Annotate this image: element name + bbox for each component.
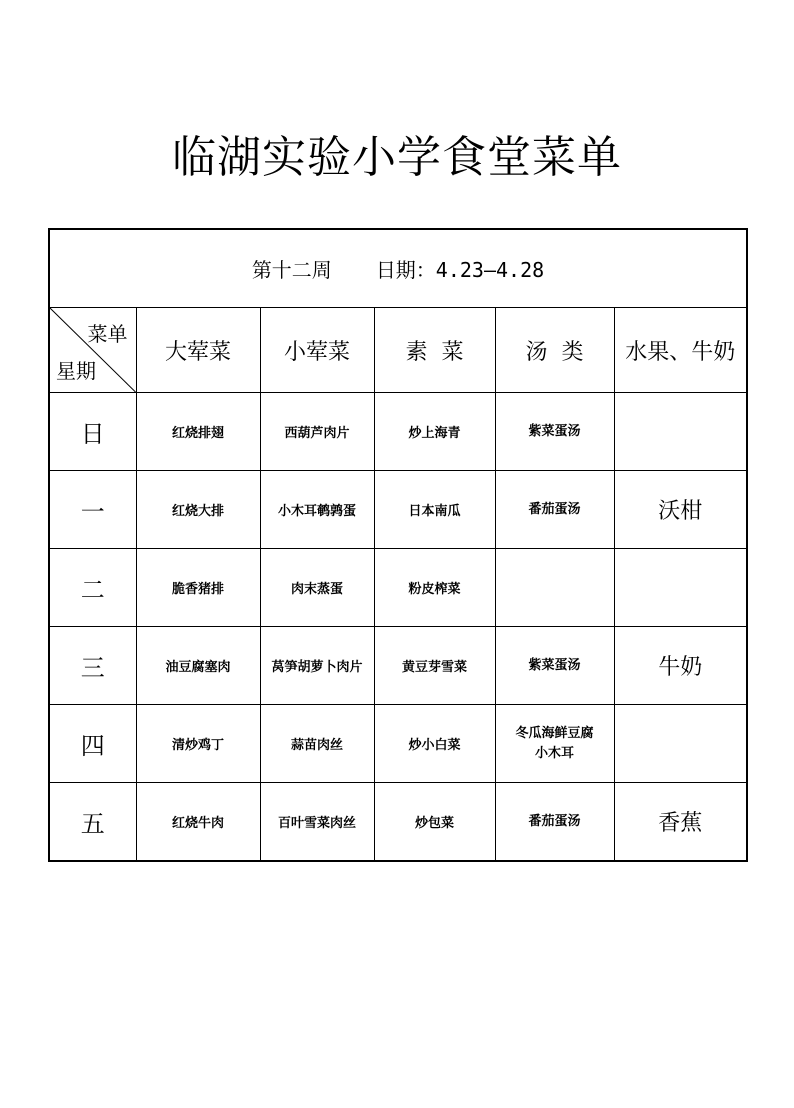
vegetable-cell: 日本南瓜	[374, 471, 495, 549]
vegetable-cell: 炒上海青	[374, 393, 495, 471]
day-cell: 五	[49, 783, 136, 862]
fruit-cell	[614, 705, 747, 783]
big-meat-cell: 红烧牛肉	[136, 783, 260, 862]
soup-line: 番茄蛋汤	[528, 501, 581, 517]
fruit-cell: 牛奶	[614, 627, 747, 705]
soup-line: 番茄蛋汤	[528, 813, 581, 829]
soup-line: 小木耳	[534, 745, 574, 761]
fruit-cell	[614, 393, 747, 471]
header-row	[49, 308, 747, 393]
header-vegetable: 素 菜	[374, 308, 495, 393]
soup-cell	[495, 471, 614, 549]
big-meat-cell: 油豆腐塞肉	[136, 627, 260, 705]
header-big-meat: 大荤菜	[136, 308, 260, 393]
corner-weekday-label: 星期	[56, 359, 96, 383]
soup-line: 紫菜蛋汤	[528, 423, 581, 439]
small-meat-cell: 小木耳鹌鹑蛋	[260, 471, 374, 549]
soup-cell	[495, 705, 614, 783]
soup-cell	[495, 393, 614, 471]
fruit-cell	[614, 549, 747, 627]
day-cell: 四	[49, 705, 136, 783]
day-cell: 三	[49, 627, 136, 705]
soup-line: 紫菜蛋汤	[528, 657, 581, 673]
week-label: 第十二周	[251, 258, 332, 282]
week-date-cell	[49, 229, 747, 308]
big-meat-cell: 脆香猪排	[136, 549, 260, 627]
table-row	[49, 783, 747, 862]
table-row	[49, 627, 747, 705]
soup-cell	[495, 783, 614, 862]
day-cell: 日	[49, 393, 136, 471]
header-small-meat: 小荤菜	[260, 308, 374, 393]
day-cell: 一	[49, 471, 136, 549]
vegetable-cell: 炒小白菜	[374, 705, 495, 783]
vegetable-cell: 黄豆芽雪菜	[374, 627, 495, 705]
fruit-cell: 香蕉	[614, 783, 747, 862]
soup-cell	[495, 549, 614, 627]
week-row	[49, 229, 747, 308]
header-fruit-milk: 水果、牛奶	[614, 308, 747, 393]
soup-cell	[495, 627, 614, 705]
page-title: 临湖实验小学食堂菜单	[172, 132, 622, 183]
small-meat-cell: 肉末蒸蛋	[260, 549, 374, 627]
small-meat-cell: 百叶雪菜肉丝	[260, 783, 374, 862]
small-meat-cell: 西葫芦肉片	[260, 393, 374, 471]
small-meat-cell: 蒜苗肉丝	[260, 705, 374, 783]
corner-menu-label: 菜单	[87, 322, 128, 346]
vegetable-cell: 粉皮榨菜	[374, 549, 495, 627]
vegetable-cell: 炒包菜	[374, 783, 495, 862]
table-row	[49, 549, 747, 627]
small-meat-cell: 莴笋胡萝卜肉片	[260, 627, 374, 705]
day-cell: 二	[49, 549, 136, 627]
table-row	[49, 471, 747, 549]
menu-table	[48, 228, 748, 862]
table-row	[49, 393, 747, 471]
corner-cell	[49, 308, 136, 393]
big-meat-cell: 清炒鸡丁	[136, 705, 260, 783]
big-meat-cell: 红烧排翅	[136, 393, 260, 471]
soup-line: 冬瓜海鲜豆腐	[515, 725, 594, 741]
fruit-cell: 沃柑	[614, 471, 747, 549]
date-label: 日期：4.23—4.28	[375, 258, 545, 282]
table-row	[49, 705, 747, 783]
big-meat-cell: 红烧大排	[136, 471, 260, 549]
header-soup: 汤 类	[495, 308, 614, 393]
